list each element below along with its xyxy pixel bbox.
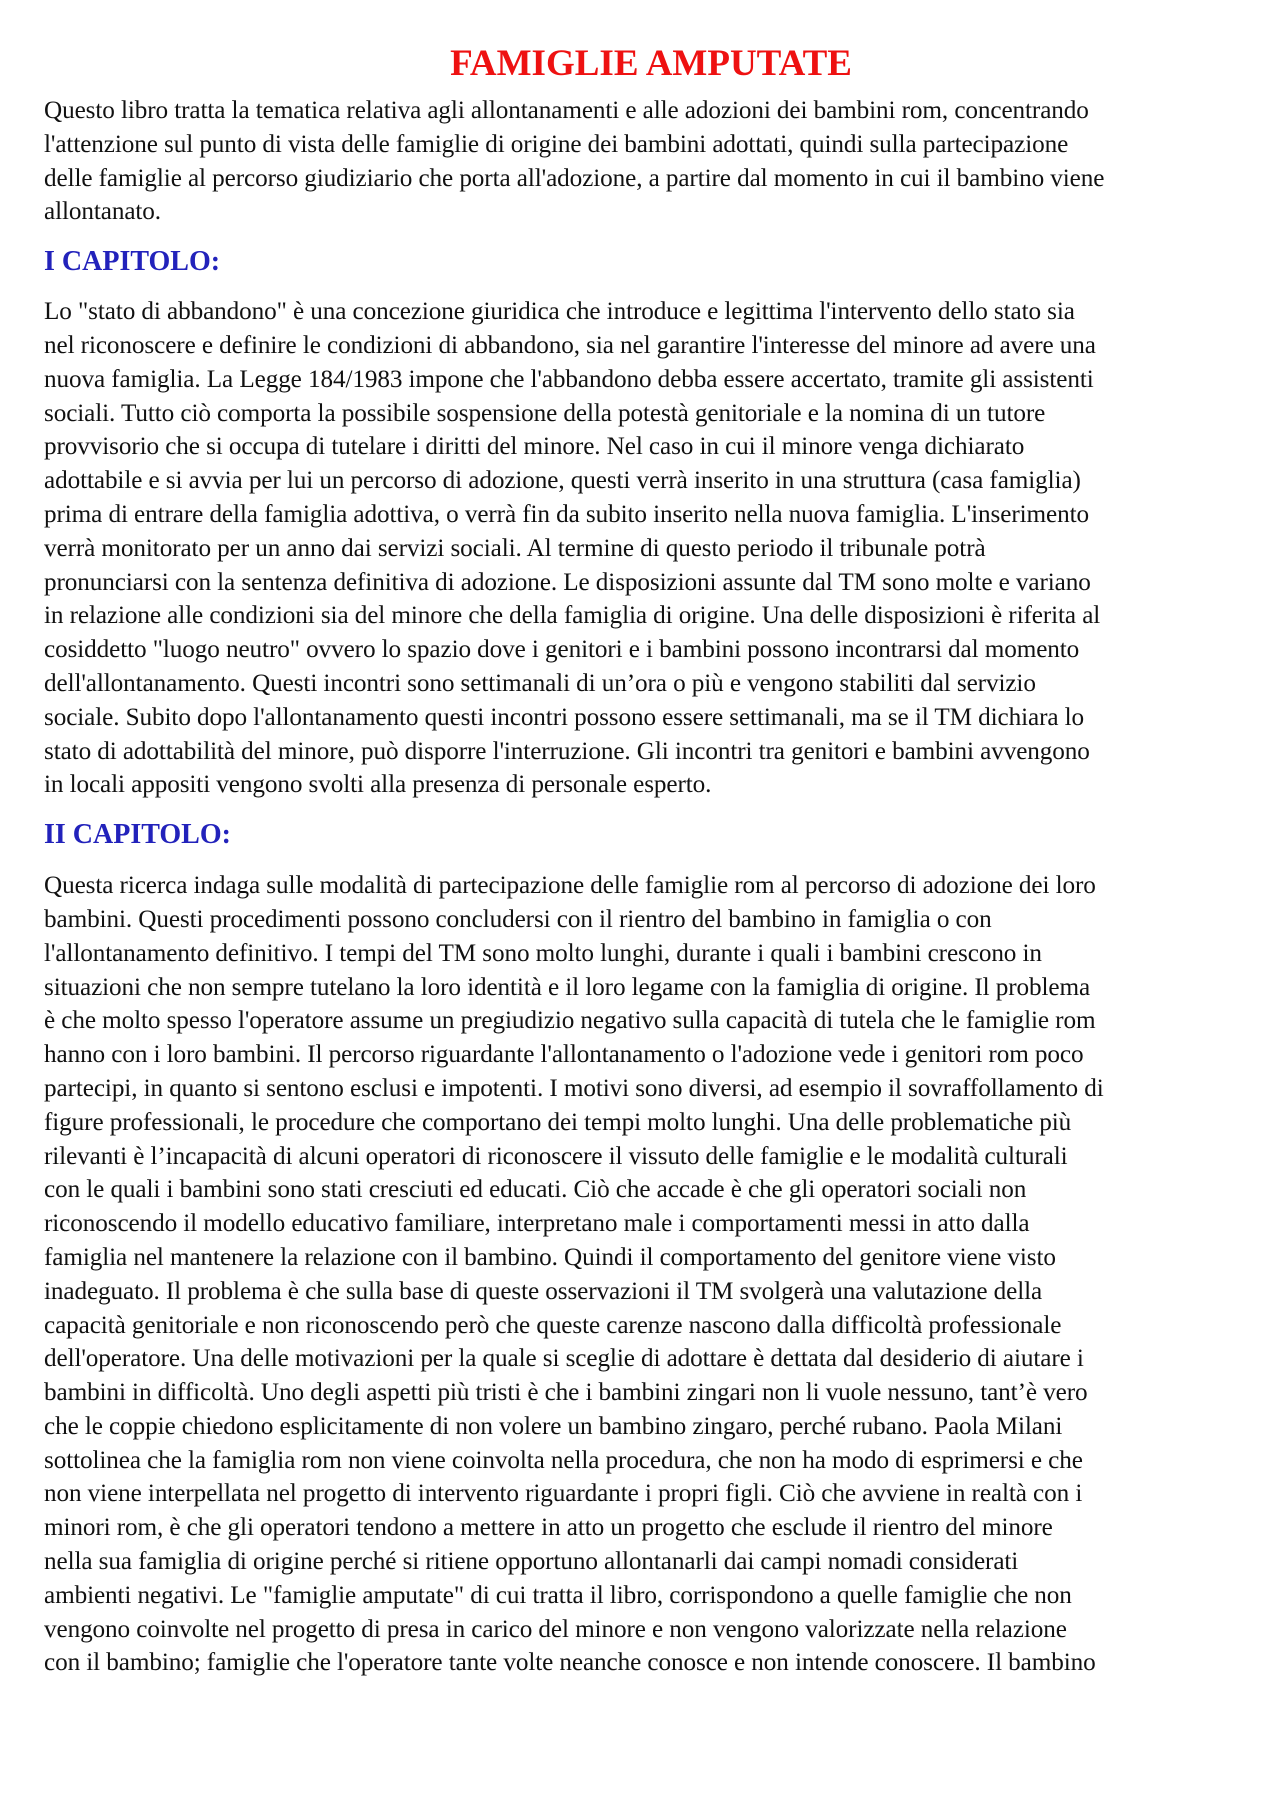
intro-line: delle famiglie al percorso giudiziario che porta all'adozione, a partire dal momento in cui il bambino viene [44,164,1105,192]
chapter-1-paragraph [44,295,1244,802]
chapter-2-line: è che molto spesso l'operatore assume un pregiudizio negativo sulla capacità di tutela che le famiglie rom [44,1007,1096,1035]
chapter-2-line: rilevanti è l’incapacità di alcuni operatori di riconoscere il vissuto delle famiglie e le modalità culturali [44,1142,1068,1170]
chapter-2-line: inadeguato. Il problema è che sulla base di queste osservazioni il TM svolgerà una valutazione della [44,1277,1043,1305]
chapter-2-line: figure professionali, le procedure che comportano dei tempi molto lunghi. Una delle problematiche più [44,1108,1072,1136]
chapter-2-line: con le quali i bambini sono stati cresciuti ed educati. Ciò che accade è che gli operatori sociali non [44,1176,1027,1204]
chapter-2-line: riconoscendo il modello educativo familiare, interpretano male i comportamenti messi in atto dalla [44,1210,1030,1238]
chapter-2-line: nella sua famiglia di origine perché si ritiene opportuno allontanarli dai campi nomadi considerati [44,1548,1019,1576]
chapter-2-line: dell'operatore. Una delle motivazioni per la quale si sceglie di adottare è dettata dal desiderio di aiutare i [44,1345,1084,1373]
chapter-2-line: bambini in difficoltà. Uno degli aspetti più tristi è che i bambini zingari non li vuole nessuno, tant’è vero [44,1379,1088,1407]
chapter-2-line: non viene interpellata nel progetto di intervento riguardante i propri figli. Ciò che avviene in realtà con i [44,1480,1083,1508]
chapter-1-line: prima di entrare della famiglia adottiva, o verrà fin da subito inserito nella nuova famiglia. L'inserimento [44,500,1089,528]
document-page [44,40,1244,1680]
chapter-1-line: in locali appositi vengono svolti alla presenza di personale esperto. [44,771,712,799]
chapter-1-line: pronunciarsi con la sentenza definitiva di adozione. Le disposizioni assunte dal TM sono molte e variano [44,568,1091,596]
chapter-1-line: adottabile e si avvia per lui un percorso di adozione, questi verrà inserito in una struttura (casa famiglia) [44,467,1081,495]
intro-paragraph [44,94,1244,229]
chapter-2-line: bambini. Questi procedimenti possono concludersi con il rientro del bambino in famiglia o con [44,905,992,933]
chapter-2-heading: II CAPITOLO: [44,819,231,851]
chapter-2-line: famiglia nel mantenere la relazione con il bambino. Quindi il comportamento del genitore viene visto [44,1243,1056,1271]
chapter-2-line: hanno con i loro bambini. Il percorso riguardante l'allontanamento o l'adozione vede i genitori rom poco [44,1041,1084,1069]
chapter-2-line: sottolinea che la famiglia rom non viene coinvolta nella procedura, che non ha modo di esprimersi e che [44,1446,1083,1474]
intro-line: allontanato. [44,198,162,226]
chapter-1-line: sociali. Tutto ciò comporta la possibile sospensione della potestà genitoriale e la nomina di un tutore [44,399,1046,427]
chapter-2-line: situazioni che non sempre tutelano la loro identità e il loro legame con la famiglia di origine. Il problema [44,973,1091,1001]
intro-line: Questo libro tratta la tematica relativa agli allontanamenti e alle adozioni dei bambini rom, concentrando [44,97,1089,124]
chapter-1-line: stato di adottabilità del minore, può disporre l'interruzione. Gli incontri tra genitori e bambini avvengono [44,737,1090,765]
chapter-2-line: l'allontanamento definitivo. I tempi del TM sono molto lunghi, durante i quali i bambini crescono in [44,939,1042,967]
chapter-1-line: Lo "stato di abbandono" è una concezione giuridica che introduce e legittima l'intervento dello stato sia [44,298,1075,326]
chapter-1-line: sociale. Subito dopo l'allontanamento questi incontri possono essere settimanali, ma se il TM dichiara lo [44,703,1085,731]
chapter-2-line: capacità genitoriale e non riconoscendo però che queste carenze nascono dalla difficoltà professionale [44,1311,1062,1339]
chapter-1-line: nuova famiglia. La Legge 184/1983 impone che l'abbandono debba essere accertato, tramite gli assistenti [44,365,1094,393]
chapter-2-line: vengono coinvolte nel progetto di presa in carico del minore e non vengono valorizzate nella relazione [44,1615,1067,1643]
chapter-2-line: minori rom, è che gli operatori tendono a mettere in atto un progetto che esclude il rientro del minore [44,1514,1053,1542]
chapter-1-line: nel riconoscere e definire le condizioni di abbandono, sia nel garantire l'interesse del minore ad avere una [44,331,1096,359]
chapter-1-line: cosiddetto "luogo neutro" ovvero lo spazio dove i genitori e i bambini possono incontrarsi dal momento [44,636,1080,664]
chapter-2-line: Questa ricerca indaga sulle modalità di partecipazione delle famiglie rom al percorso di adozione dei loro [44,872,1096,900]
chapter-1-heading: I CAPITOLO: [44,246,221,278]
chapter-2-line: ambienti negativi. Le "famiglie amputate" di cui tratta il libro, corrispondono a quelle famiglie che non [44,1581,1072,1609]
chapter-1-line: dell'allontanamento. Questi incontri sono settimanali di un’ora o più e vengono stabiliti dal servizio [44,669,1036,697]
intro-line: l'attenzione sul punto di vista delle famiglie di origine dei bambini adottati, quindi sulla partecipazione [44,130,1069,158]
chapter-2-paragraph [44,869,1244,1680]
chapter-2-line: con il bambino; famiglie che l'operatore tante volte neanche conosce e non intende conoscere. Il bambino [44,1649,1096,1677]
chapter-2-line: che le coppie chiedono esplicitamente di non volere un bambino zingaro, perché rubano. Paola Milani [44,1412,1063,1440]
chapter-1-line: in relazione alle condizioni sia del minore che della famiglia di origine. Una delle disposizioni è riferita al [44,602,1101,630]
chapter-1-line: verrà monitorato per un anno dai servizi sociali. Al termine di questo periodo il tribunale potrà [44,534,986,562]
chapter-2-line: partecipi, in quanto si sentono esclusi e impotenti. I motivi sono diversi, ad esempio il sovraffollamento di [44,1074,1104,1102]
document-title: FAMIGLIE AMPUTATE [450,43,852,84]
chapter-1-line: provvisorio che si occupa di tutelare i diritti del minore. Nel caso in cui il minore venga dichiarato [44,433,1025,461]
